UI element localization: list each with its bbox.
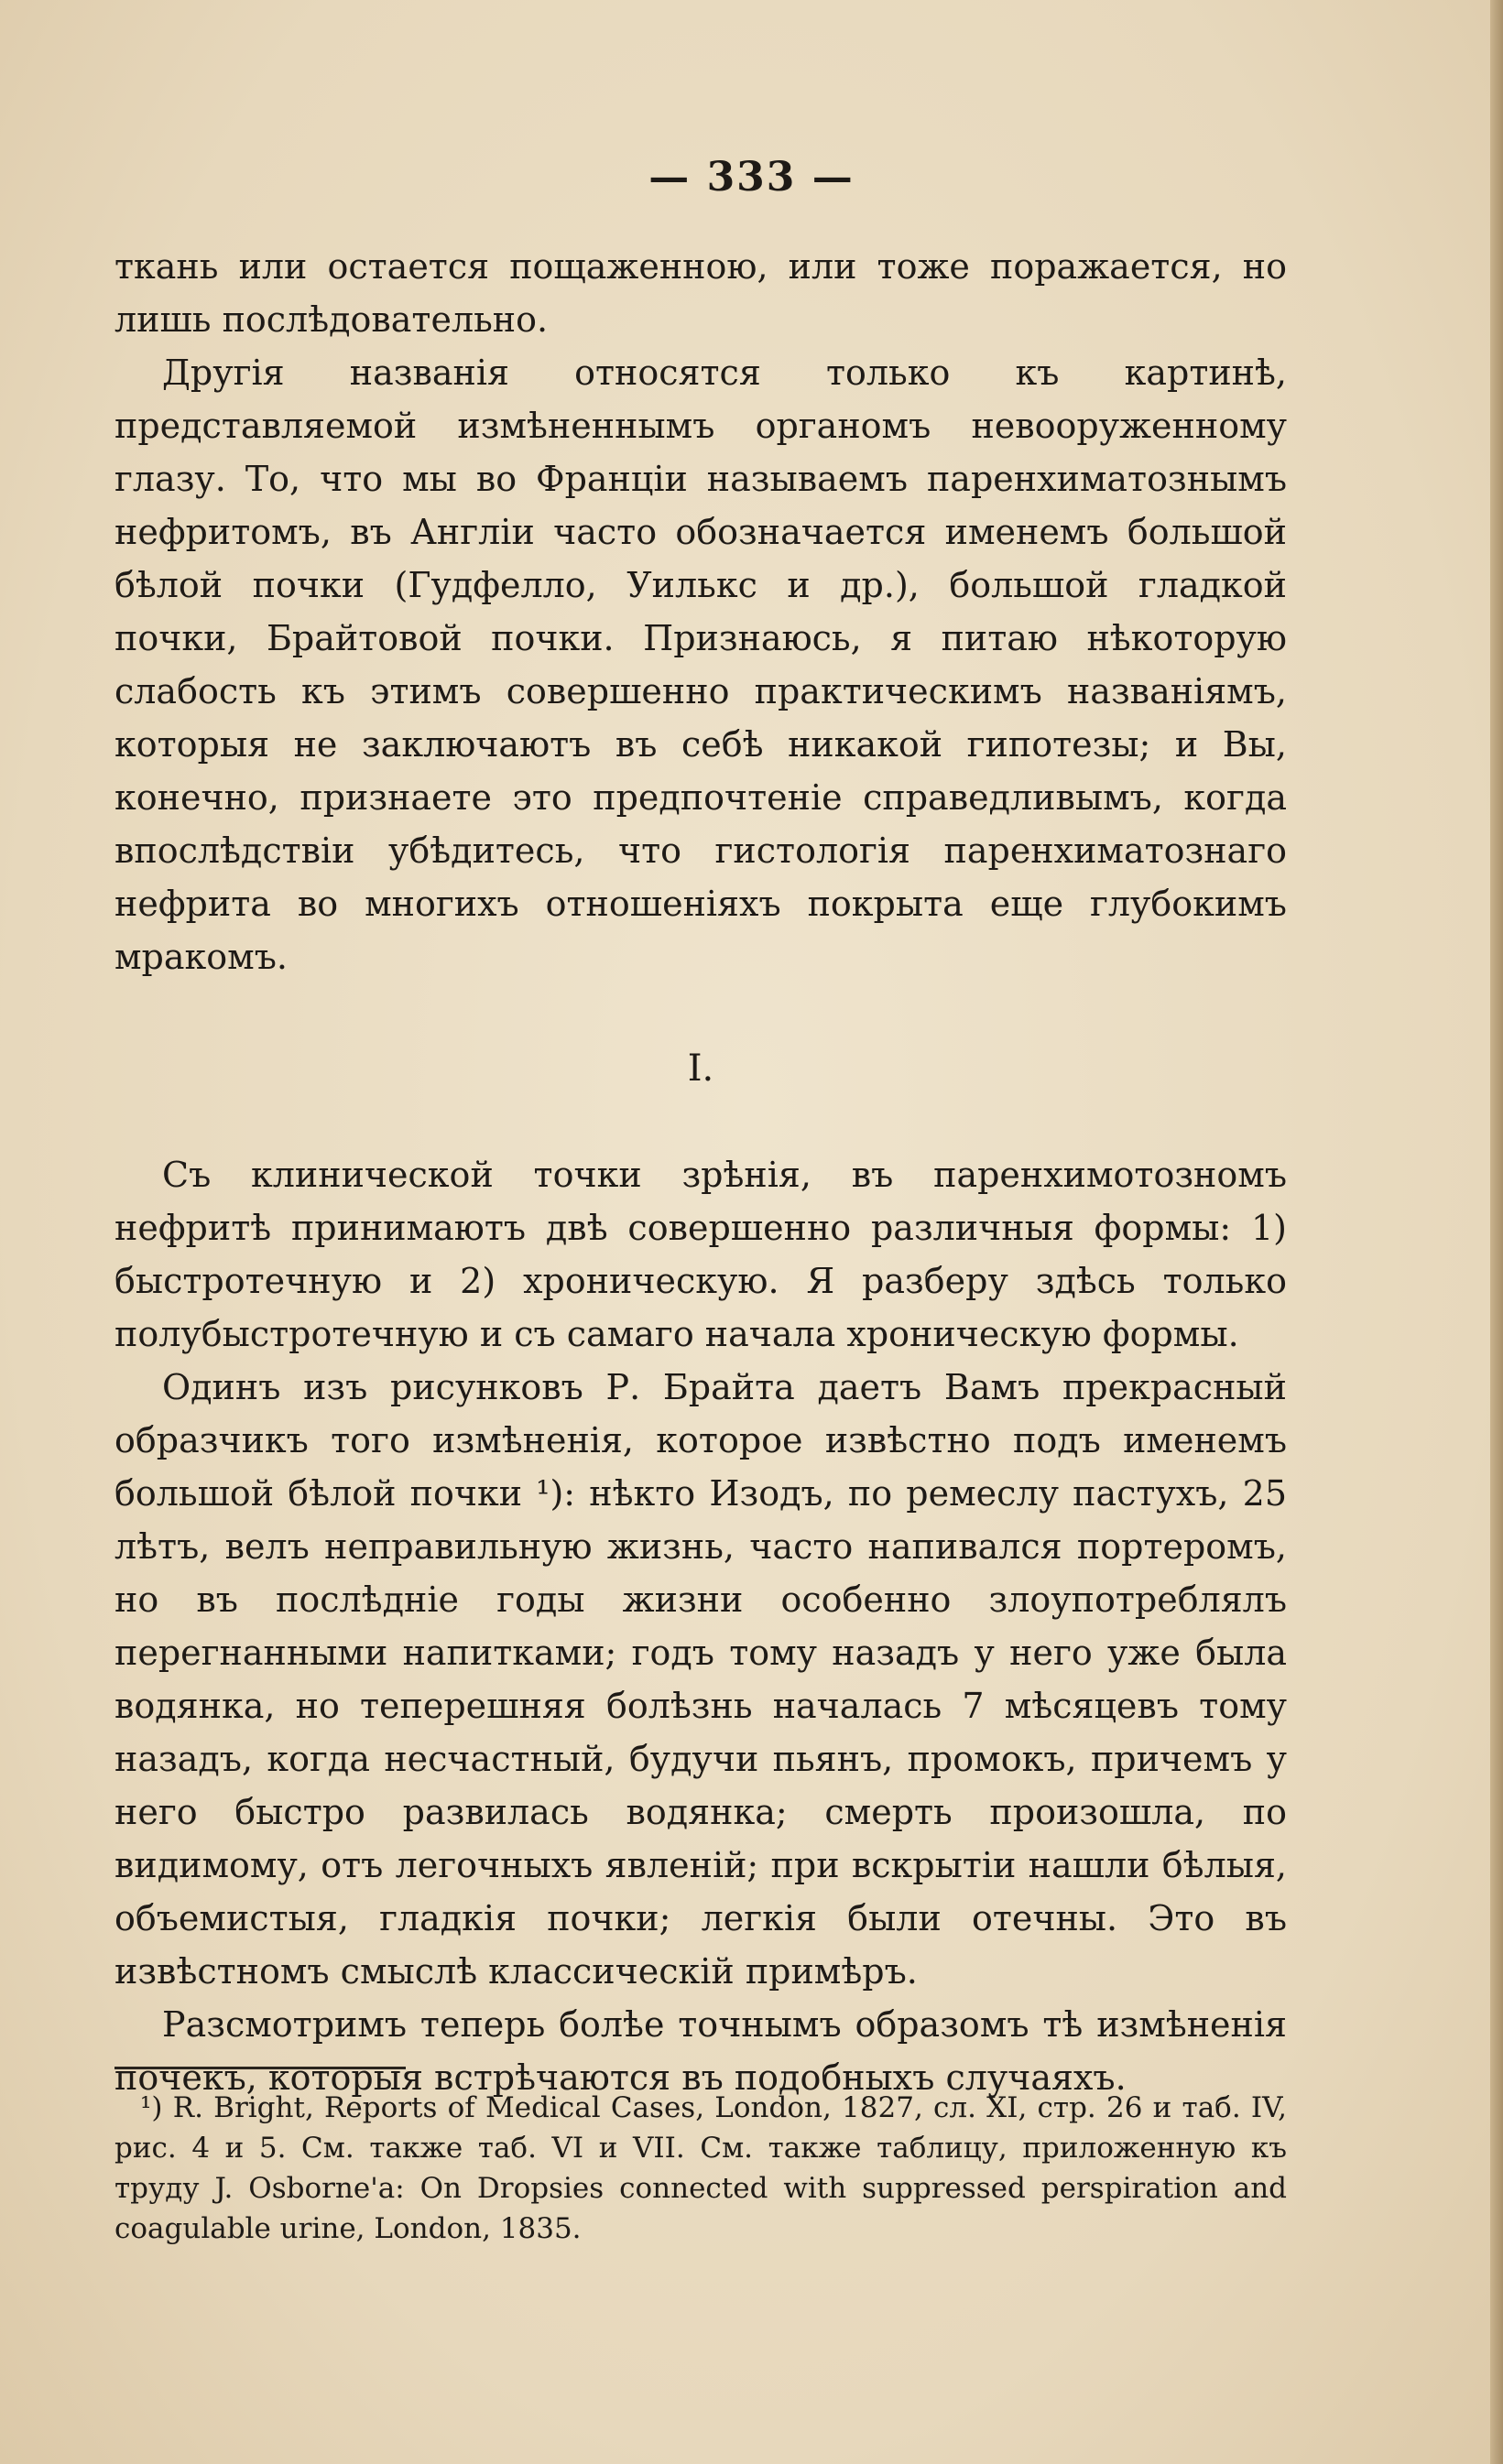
paragraph-1: ткань или остается пощаженною, или тоже поражается, но лишь послѣдовательно. (114, 246, 1287, 340)
section-heading: I. (687, 1047, 714, 1090)
paragraph-4: Одинъ изъ рисунковъ Р. Брайта даетъ Вамъ прекрасный образчикъ того измѣненія, которое извѣстно подъ именемъ большой бѣлой почки ¹): нѣкто Изодъ, по ремеслу пастухъ, 25 лѣтъ, велъ неправильную жизнь, часто напивался портеромъ, но въ послѣдніе годы жизни особенно злоупотреблялъ перегнанными напитками; годъ тому назадъ у него уже была водянка, но теперешняя болѣзнь началась 7 мѣсяцевъ тому назадъ, когда несчастный, будучи пьянъ, промокъ, причемъ у него быстро развилась водянка; смерть произошла, по видимому, отъ легочныхъ явленій; при вскрытіи нашли бѣлыя, объемистыя, гладкія почки; легкія были отечны. Это въ извѣстномъ смыслѣ классическій примѣръ. (114, 1367, 1287, 1992)
paragraph-5: Разсмотримъ теперь болѣе точнымъ образомъ тѣ измѣненія почекъ, которыя встрѣчаются въ подобныхъ случаяхъ. (114, 2004, 1287, 2098)
paragraph-2: Другія названія относятся только къ картинѣ, представляемой измѣненнымъ органомъ невооруженному глазу. То, что мы во Франціи называемъ паренхиматознымъ нефритомъ, въ Англіи часто обозначается именемъ большой бѣлой почки (Гудфелло, Уилькс и др.), большой гладкой почки, Брайтовой почки. Признаюсь, я питаю нѣкоторую слабость къ этимъ совершенно практическимъ названіямъ, которыя не заключаютъ въ себѣ никакой гипотезы; и Вы, конечно, признаете это предпочтеніе справедливымъ, когда впослѣдствіи убѣдитесь, что гистологія паренхиматознаго нефрита во многихъ отношеніяхъ покрыта еще глубокимъ мракомъ. (114, 353, 1287, 977)
footnote: ¹) R. Bright, Reports of Medical Cases, London, 1827, сл. XI, стр. 26 и таб. IV, рис. 4 и 5. См. также таб. VI и VII. См. также таблицу, приложенную къ труду J. Osborne'а: On Dropsies connected with suppressed perspiration and coagulable urine, London, 1835. (114, 2091, 1287, 2245)
body-text (114, 240, 1287, 2104)
paragraph-3: Съ клинической точки зрѣнія, въ паренхимотозномъ нефритѣ принимаютъ двѣ совершенно различныя формы: 1) быстротечную и 2) хроническую. Я разберу здѣсь только полубыстротечную и съ самаго начала хроническую формы. (114, 1155, 1287, 1354)
footnote-divider (114, 2067, 406, 2069)
page-edge-shadow (1490, 0, 1503, 2464)
page-number: — 333 — (648, 154, 855, 201)
